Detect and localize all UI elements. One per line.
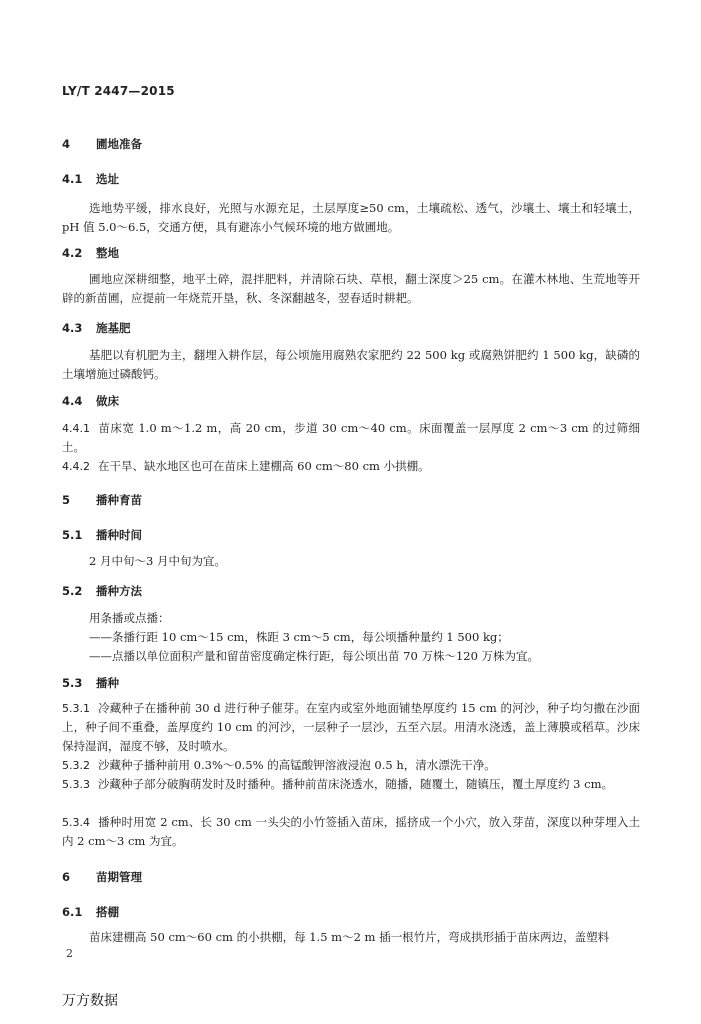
clause-number: 5.3.2 [62,759,90,772]
clause-text: 在干旱、缺水地区也可在苗床上建棚高 60 cm～80 cm 小拱棚。 [98,459,430,473]
clause-number: 5.3.1 [62,702,90,715]
section-heading-4-3 [62,320,131,336]
clause-number: 4.4.2 [62,460,90,473]
method-list-item: ——点播以单位面积产量和留苗密度确定株行距，每公顷出苗 70 万株～120 万株为宜。 [89,649,540,663]
section-number: 6.1 [62,905,83,919]
clause-4-4-1 [62,419,640,457]
section-number: 5.2 [62,584,83,598]
section-title: 播种育苗 [96,493,142,507]
standard-code-header: LY/T 2447—2015 [62,84,175,98]
clause-4-4-2 [62,457,640,476]
section-title: 播种 [96,676,119,690]
page-number: 2 [66,947,73,960]
section-title: 圃地准备 [96,137,142,151]
section-heading-4-1 [62,171,119,187]
section-number: 5 [62,493,71,507]
section-number: 6 [62,870,71,884]
section-number: 4.2 [62,246,83,260]
method-list-item: ——条播行距 10 cm～15 cm，株距 3 cm～5 cm，每公顷播种量约 1 500 kg； [89,630,509,644]
section-number: 4.4 [62,394,83,408]
section-number: 4.3 [62,321,83,335]
section-title: 播种方法 [96,584,142,598]
section-title: 施基肥 [96,321,131,335]
section-heading-4-4 [62,393,119,409]
paragraph-site-selection: 选地势平缓，排水良好，光照与水源充足，土层厚度≥50 cm，土壤疏松、透气，沙壤土、壤土和轻壤土，pH 值 5.0～6.5，交通方便，具有避冻小气候环境的地方做圃地。 [62,201,640,234]
paragraph-land-preparation: 圃地应深耕细整，地平土碎，混拌肥料，并清除石块、草根，翻土深度＞25 cm。在灌木林地、生荒地等开辟的新苗圃，应提前一年烧荒开垦，秋、冬深翻越冬，翌春适时耕耙。 [62,272,640,305]
section-heading-5-2 [62,583,142,599]
paragraph-sowing-method [62,609,640,666]
section-number: 5.1 [62,528,83,542]
section-title: 播种时间 [96,528,142,542]
section-heading-4 [62,136,142,152]
section-title: 苗期管理 [96,870,142,884]
clause-number: 4.4.1 [62,422,90,435]
section-heading-4-2 [62,245,119,261]
section-heading-5 [62,492,142,508]
clause-5-3-3 [62,775,640,794]
paragraph-sowing-time: 2 月中旬～3 月中旬为宜。 [89,554,226,568]
paragraph-base-fertilizer: 基肥以有机肥为主，翻埋入耕作层，每公顷施用腐熟农家肥约 22 500 kg 或腐熟饼肥约 1 500 kg，缺磷的土壤增施过磷酸钙。 [62,348,640,381]
clause-text: 沙藏种子部分破胸萌发时及时播种。播种前苗床浇透水，随播，随覆土，随镇压，覆土厚度约 3 cm。 [98,777,613,791]
method-intro: 用条播或点播： [89,611,170,625]
clause-text: 播种时用宽 2 cm、长 30 cm 一头尖的小竹签插入苗床，摇挤成一个小穴，放入芽苗，深度以种芽埋入土内 2 cm～3 cm 为宜。 [62,815,640,848]
section-number: 4.1 [62,172,83,186]
paragraph-shed-building: 苗床建棚高 50 cm～60 cm 的小拱棚，每 1.5 m～2 m 插一根竹片，弯成拱形插于苗床两边，盖塑料 [89,930,610,944]
clause-5-3-1 [62,699,640,756]
clause-5-3-4 [62,813,640,851]
section-heading-5-1 [62,527,142,543]
clause-number: 5.3.4 [62,816,90,829]
section-title: 选址 [96,172,119,186]
section-title: 整地 [96,246,119,260]
watermark-text: 万方数据 [62,993,118,1009]
clause-text: 苗床宽 1.0 m～1.2 m，高 20 cm，步道 30 cm～40 cm。床面覆盖一层厚度 2 cm～3 cm 的过筛细土。 [62,421,640,454]
section-title: 做床 [96,394,119,408]
section-heading-6-1 [62,904,119,920]
clause-text: 冷藏种子在播种前 30 d 进行种子催芽。在室内或室外地面铺垫厚度约 15 cm 的河沙，种子均匀撒在沙面上，种子间不重叠，盖厚度约 10 cm 的河沙，一层种子一层沙，五至六层。用清水浇透，盖上薄膜或稻草。沙床保持湿润，湿度不够，及时喷水。 [62,701,640,753]
clause-5-3-2 [62,756,640,775]
clause-text: 沙藏种子播种前用 0.3%～0.5% 的高锰酸钾溶液浸泡 0.5 h，清水漂洗干净。 [98,758,496,772]
section-title: 搭棚 [96,905,119,919]
section-number: 4 [62,137,71,151]
clause-number: 5.3.3 [62,778,90,791]
section-heading-6 [62,869,142,885]
section-heading-5-3 [62,675,119,691]
section-number: 5.3 [62,676,83,690]
